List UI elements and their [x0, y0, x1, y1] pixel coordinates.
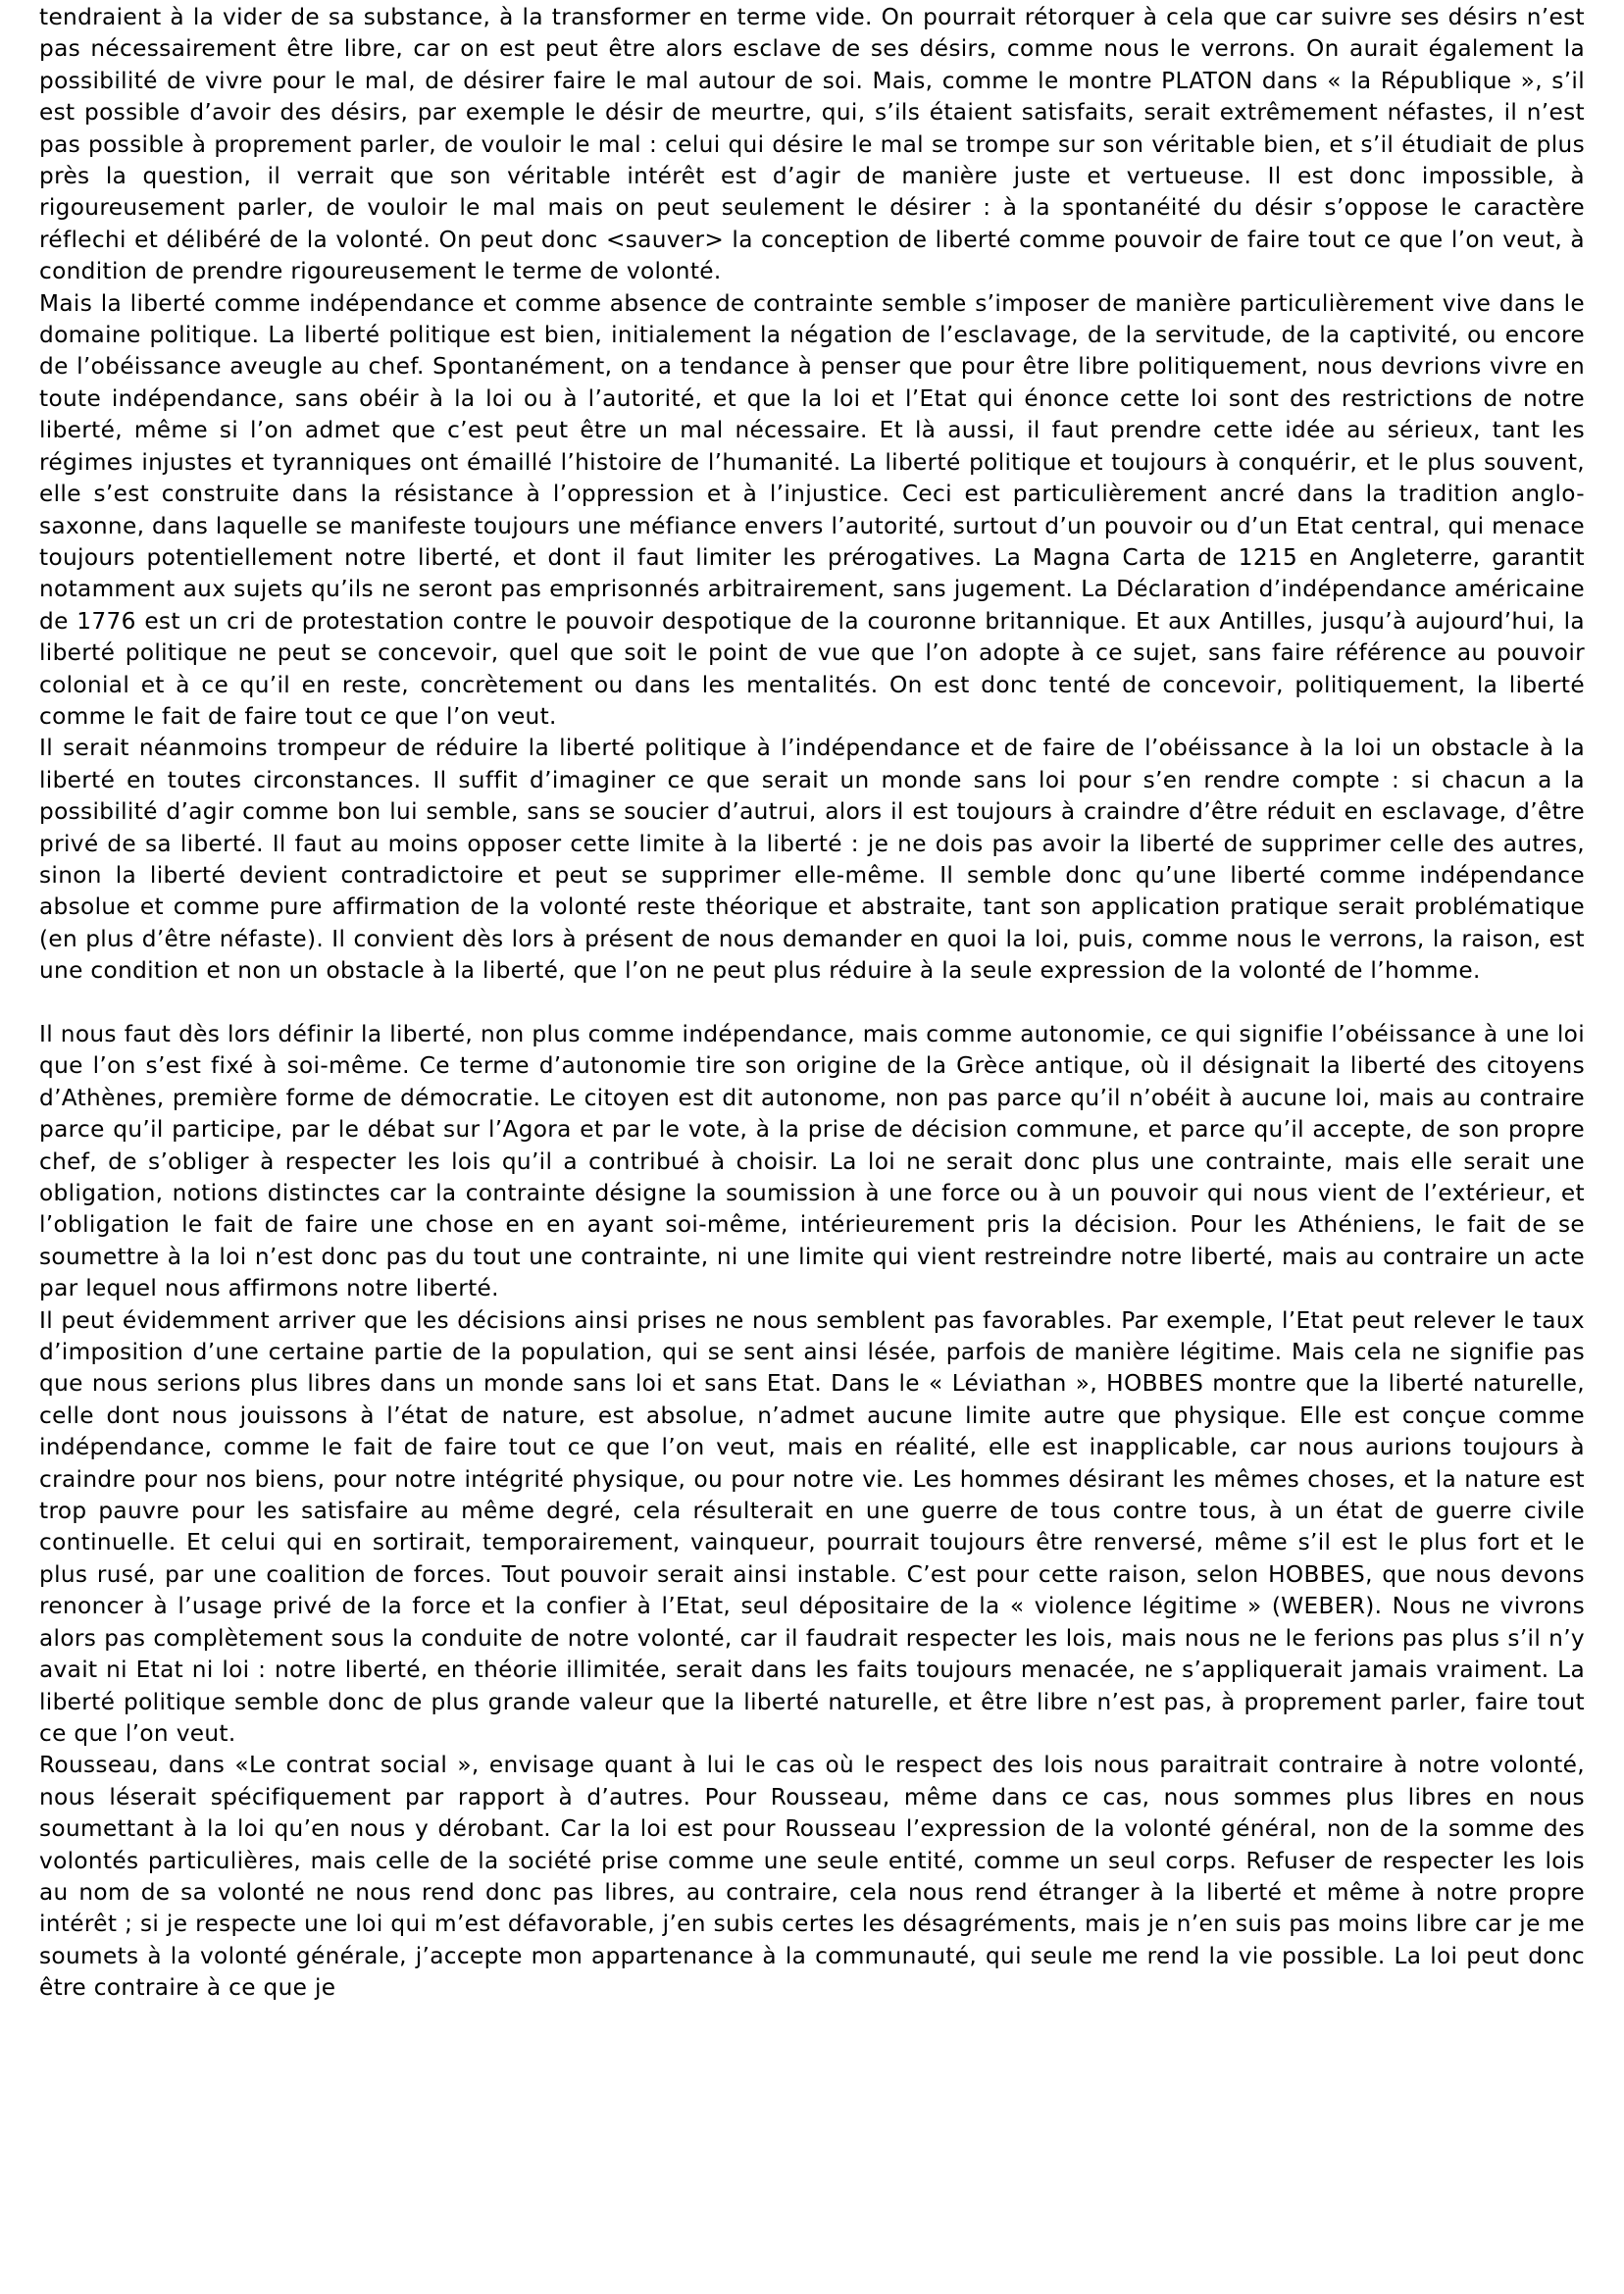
paragraph-hobbes: Il peut évidemment arriver que les décisions ainsi prises ne nous semblent pas favorables. Par exemple, l’Etat peut relever le taux d’imposition d’une certaine partie de la population, qui se sent ainsi lésée, parfois de manière légitime. Mais cela ne signifie pas que nous serions plus libres dans un monde sans loi et sans Etat. Dans le « Léviathan », HOBBES montre que la liberté naturelle, celle dont nous jouissons à l’état de nature, est absolue, n’admet aucune limite autre que physique. Elle est conçue comme indépendance, comme le fait de faire tout ce que l’on veut, mais en réalité, elle est inapplicable, car nous aurions toujours à craindre pour nos biens, pour notre intégrité physique, ou pour notre vie. Les hommes désirant les mêmes choses, et la nature est trop pauvre pour les satisfaire au même degré, cela résulterait en une guerre de tous contre tous, à un état de guerre civile continuelle. Et celui qui en sortirait, temporairement, vainqueur, pourrait toujours être renversé, même s’il est le plus fort et le plus rusé, par une coalition de forces. Tout pouvoir serait ainsi instable. C’est pour cette raison, selon HOBBES, que nous devons renoncer à l’usage privé de la force et la confier à l’Etat, seul dépositaire de la « violence légitime » (WEBER). Nous ne vivrons alors pas complètement sous la conduite de notre volonté, car il faudrait respecter les lois, mais nous ne le ferions pas plus s’il n’y avait ni Etat ni loi : notre liberté, en théorie illimitée, serait dans les faits toujours menacée, ne s’appliquerait jamais vraiment. La liberté politique semble donc de plus grande valeur que la liberté naturelle, et être libre n’est pas, à proprement parler, faire tout ce que l’on veut.: [39, 1306, 1585, 1747]
paragraph-autonomy: Il nous faut dès lors définir la liberté, non plus comme indépendance, mais comme autonomie, ce qui signifie l’obéissance à une loi que l’on s’est fixé à soi-même. Ce terme d’autonomie tire son origine de la Grèce antique, où il désignait la liberté des citoyens d’Athènes, première forme de démocratie. Le citoyen est dit autonome, non pas parce qu’il n’obéit à aucune loi, mais au contraire parce qu’il participe, par le débat sur l’Agora et par le vote, à la prise de décision commune, et parce qu’il accepte, de son propre chef, de s’obliger à respecter les lois qu’il a contribué à choisir. La loi ne serait donc plus une contrainte, mais elle serait une obligation, notions distinctes car la contrainte désigne la soumission à une force ou à un pouvoir qui nous vient de l’extérieur, et l’obligation le fait de faire une chose en en ayant soi-même, intérieurement pris la décision. Pour les Athéniens, le fait de se soumettre à la loi n’est donc pas du tout une contrainte, ni une limite qui vient restreindre notre liberté, mais au contraire un acte par lequel nous affirmons notre liberté.: [39, 1020, 1585, 1302]
paragraph-rousseau: Rousseau, dans «Le contrat social », envisage quant à lui le cas où le respect des lois nous paraitrait contraire à notre volonté, nous léserait spécifiquement par rapport à d’autres. Pour Rousseau, même dans ce cas, nous sommes plus libres en nous soumettant à la loi qu’en nous y dérobant. Car la loi est pour Rousseau l’expression de la volonté général, non de la somme des volontés particulières, mais celle de la société prise comme une seule entité, comme un seul corps. Refuser de respecter les lois au nom de sa volonté ne nous rend donc pas libres, au contraire, cela nous rend étranger à la liberté et même à notre propre intérêt ; si je respecte une loi qui m’est défavorable, j’en subis certes les désagréments, mais je n’en suis pas moins libre car je me soumets à la volonté générale, j’accepte mon appartenance à la communauté, qui seule me rend la vie possible. La loi peut donc être contraire à ce que je: [39, 1752, 1585, 2002]
document-page: [39, 2, 1585, 2005]
paragraph-law-obstacle: Il serait néanmoins trompeur de réduire la liberté politique à l’indépendance et de faire de l’obéissance à la loi un obstacle à la liberté en toutes circonstances. Il suffit d’imaginer ce que serait un monde sans loi pour s’en rendre compte : si chacun a la possibilité d’agir comme bon lui semble, sans se soucier d’autrui, alors il est toujours à craindre d’être réduit en esclavage, d’être privé de sa liberté. Il faut au moins opposer cette limite à la liberté : je ne dois pas avoir la liberté de supprimer celle des autres, sinon la liberté devient contradictoire et peut se supprimer elle-même. Il semble donc qu’une liberté comme indépendance absolue et comme pure affirmation de la volonté reste théorique et abstraite, tant son application pratique serait problématique (en plus d’être néfaste). Il convient dès lors à présent de nous demander en quoi la loi, puis, comme nous le verrons, la raison, est une condition et non un obstacle à la liberté, que l’on ne peut plus réduire à la seule expression de la volonté de l’homme.: [39, 735, 1585, 985]
paragraph-spacer: [39, 988, 1585, 1019]
paragraph-political-liberty: Mais la liberté comme indépendance et comme absence de contrainte semble s’imposer de manière particulièrement vive dans le domaine politique. La liberté politique est bien, initialement la négation de l’esclavage, de la servitude, de la captivité, ou encore de l’obéissance aveugle au chef. Spontanément, on a tendance à penser que pour être libre politiquement, nous devrions vivre en toute indépendance, sans obéir à la loi ou à l’autorité, et que la loi et l’Etat qui énonce cette loi sont des restrictions de notre liberté, même si l’on admet que c’est peut être un mal nécessaire. Et là aussi, il faut prendre cette idée au sérieux, tant les régimes injustes et tyranniques ont émaillé l’histoire de l’humanité. La liberté politique et toujours à conquérir, et le plus souvent, elle s’est construite dans la résistance à l’oppression et à l’injustice. Ceci est particulièrement ancré dans la tradition anglo-saxonne, dans laquelle se manifeste toujours une méfiance envers l’autorité, surtout d’un pouvoir ou d’un Etat central, qui menace toujours potentiellement notre liberté, et dont il faut limiter les prérogatives. La Magna Carta de 1215 en Angleterre, garantit notamment aux sujets qu’ils ne seront pas emprisonnés arbitrairement, sans jugement. La Déclaration d’indépendance américaine de 1776 est un cri de protestation contre le pouvoir despotique de la couronne britannique. Et aux Antilles, jusqu’à aujourd’hui, la liberté politique ne peut se concevoir, quel que soit le point de vue que l’on adopte à ce sujet, sans faire référence au pouvoir colonial et à ce qu’il en reste, concrètement ou dans les mentalités. On est donc tenté de concevoir, politiquement, la liberté comme le fait de faire tout ce que l’on veut.: [39, 289, 1585, 730]
paragraph-platon: tendraient à la vider de sa substance, à la transformer en terme vide. On pourrait rétorquer à cela que car suivre ses désirs n’est pas nécessairement être libre, car on est peut être alors esclave de ses désirs, comme nous le verrons. On aurait également la possibilité de vivre pour le mal, de désirer faire le mal autour de soi. Mais, comme le montre PLATON dans « la République », s’il est possible d’avoir des désirs, par exemple le désir de meurtre, qui, s’ils étaient satisfaits, serait extrêmement néfastes, il n’est pas possible à proprement parler, de vouloir le mal : celui qui désire le mal se trompe sur son véritable bien, et s’il étudiait de plus près la question, il verrait que son véritable intérêt est d’agir de manière juste et vertueuse. Il est donc impossible, à rigoureusement parler, de vouloir le mal mais on peut seulement le désirer : à la spontanéité du désir s’oppose le caractère réflechi et délibéré de la volonté. On peut donc <sauver> la conception de liberté comme pouvoir de faire tout ce que l’on veut, à condition de prendre rigoureusement le terme de volonté.: [39, 4, 1585, 285]
